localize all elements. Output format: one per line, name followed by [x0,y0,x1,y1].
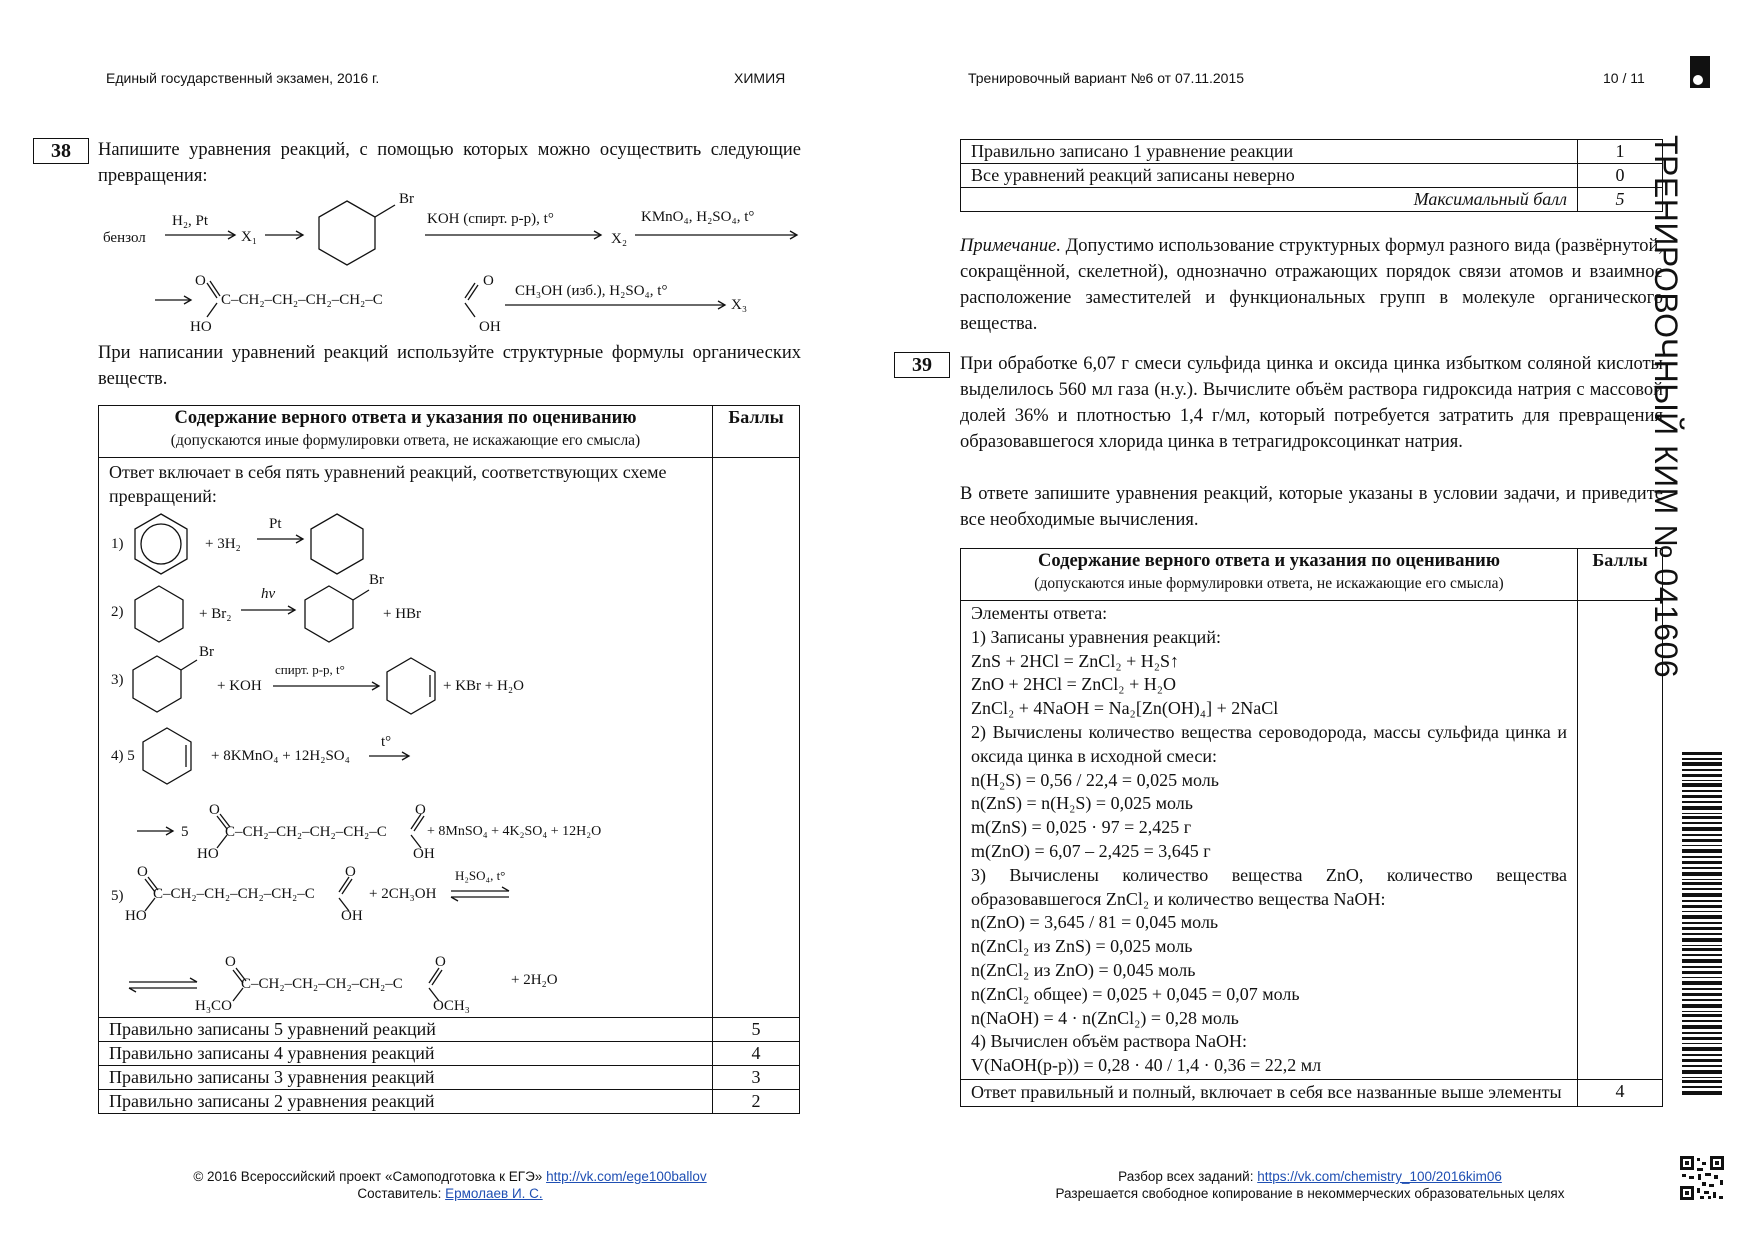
task38-row-text: Правильно записаны 2 уравнения реакций [99,1090,713,1114]
answer-line: n(ZnS) = n(H₂S) = 0,025 моль [971,793,1193,814]
scheme-step1: H₂, Pt [172,213,209,229]
footer-vk-link[interactable]: http://vk.com/ege100ballov [546,1169,707,1184]
footer-author-label: Составитель: [357,1186,442,1201]
answer-line: V(NaOH(р-р)) = 0,28 · 40 / 1,4 · 0,36 = 22,2 мл [971,1055,1322,1076]
r5-reagent: + 2CH₃OH [369,886,437,902]
r4b-chain: C–CH₂–CH₂–CH₂–CH₂–C [225,824,387,840]
r5b-och3: OCH₃ [433,998,470,1014]
r4b-product: + 8MnSO₄ + 4K₂SO₄ + 12H₂O [427,824,602,839]
footer-right [1000,1168,1620,1202]
answer-line: n(ZnCl₂ общее) = 0,025 + 0,045 = 0,07 моль [971,983,1300,1004]
r4b-o-right: O [415,802,426,818]
task38-row-score: 4 [713,1042,800,1066]
footer-left [170,1168,730,1202]
r1-reagent: + 3H₂ [205,536,241,552]
task39-text2: В ответе запишите уравнения реакций, которые указаны в условии задачи, и приведите все необходимые вычисления. [960,484,1663,530]
r5b-chain: C–CH₂–CH₂–CH₂–CH₂–C [241,976,403,992]
task39-number: 39 [894,352,950,378]
r5-num: 5) [111,888,124,904]
task39-final-text: Ответ правильный и полный, включает в себя все названные выше элементы [961,1079,1578,1106]
header-subject: ХИМИЯ [734,70,786,86]
answer-line: ZnCl₂ + 4NaOH = Na₂[Zn(OH)₄] + 2NaCl [971,698,1279,719]
answer-line: ZnS + 2HCl = ZnCl₂ + H₂S↑ [971,650,1180,671]
task38-row-score: 3 [713,1066,800,1090]
scheme-graphics [95,195,815,335]
r3-br: Br [199,644,214,660]
task38-scheme [95,191,815,335]
r2-product: + HBr [383,606,422,622]
r5-o-right: O [345,864,356,880]
footer-author-link[interactable]: Ермолаев И. С. [445,1186,543,1201]
task38-cont-table [960,139,1663,212]
r1-num: 1) [111,536,124,552]
r4b-coef: 5 [181,824,189,840]
answer-line: n(ZnCl₂ из ZnO) = 0,045 моль [971,959,1196,980]
answer-line: n(ZnCl₂ из ZnS) = 0,025 моль [971,936,1193,957]
r2-num: 2) [111,604,124,620]
max-score-label: Максимальный балл [961,188,1578,212]
answer-line: n(NaOH) = 4 · n(ZnCl₂) = 0,28 моль [971,1007,1239,1028]
r3-product: + KBr + H₂O [443,678,524,694]
scheme-ho: HO [190,319,212,335]
r4-num: 4) 5 [111,748,135,764]
scheme-start: бензол [103,230,146,246]
task39-answer-cell [961,601,1578,1080]
task38-row-text: Правильно записаны 4 уравнения реакций [99,1042,713,1066]
r4-condition: t° [381,734,392,750]
r5-o-left: O [137,864,148,880]
note-label: Примечание. [960,236,1061,256]
scheme-step4: CH₃OH (изб.), H₂SO₄, t° [515,283,668,299]
scheme-br: Br [399,191,414,207]
scheme-o-right: O [483,273,494,289]
scheme-x1: X₁ [241,229,258,245]
task38-answer-cell [99,458,713,1018]
task38-cont-row-text: Все уравнений реакций записаны неверно [961,164,1578,188]
scheme-step2: KOH (спирт. р-р), t° [427,211,554,227]
scheme-step3: KMnO₄, H₂SO₄, t° [641,209,755,225]
task39-text: При обработке 6,07 г смеси сульфида цинка и оксида цинка избытком соляной кислоты выделилось 560 мл газа (н.у.). Вычислите объём раствора гидроксида натрия с массовой долей 36% и плотностью 1,4 г/мл, который потребуется затратить для превращения образовавшегося хлорида цинка в тетрагидроксоцинкат натрия. [960,354,1663,452]
scheme-x3: X₃ [731,297,748,313]
r5b-o-left: O [225,954,236,970]
corner-marker [1690,56,1710,88]
scheme-oh: OH [479,319,501,335]
task38-cont-row-text: Правильно записано 1 уравнение реакции [961,140,1578,164]
task38-head-title: Содержание верного ответа и указания по оцениванию [174,408,637,428]
r2-condition: hv [261,586,276,602]
task38-intro: Напишите уравнения реакций, с помощью которых можно осуществить следующие превращения: [98,140,801,186]
task38-head-score: Баллы [713,406,800,458]
answer-line: 2) Вычислены количество вещества сероводорода, массы сульфида цинка и оксида цинка в исходной смеси: [971,721,1567,766]
task38-cont-row-score: 1 [1578,140,1663,164]
r5-oh: OH [341,908,363,924]
r5-condition: H₂SO₄, t° [455,868,506,883]
r3-reagent: + KOH [217,678,262,694]
task38-table-head [99,406,713,458]
note-text: Допустимо использование структурных формул разного вида (развёрнутой, сокращённой, скелетной), однозначно отражающих порядок связи атомов и взаимное расположение заместителей и функциональных групп в молекуле органического вещества. [960,236,1664,334]
task38-row-text: Правильно записаны 3 уравнения реакций [99,1066,713,1090]
r4b-o-left: O [209,802,220,818]
answer-line: ZnO + 2HCl = ZnCl₂ + H₂O [971,674,1177,695]
footer-analysis-link[interactable]: https://vk.com/chemistry_100/2016kim06 [1257,1169,1502,1184]
r2-br: Br [369,572,384,588]
footer-copyright: © 2016 Всероссийский проект «Самоподготовка к ЕГЭ» [193,1169,543,1184]
scheme-x2: X₂ [611,231,628,247]
r5b-o-right: O [435,954,446,970]
r5-ho: HO [125,908,147,924]
r3-num: 3) [111,672,124,688]
task38-number: 38 [33,138,89,164]
header-variant: Тренировочный вариант №6 от 07.11.2015 [968,70,1245,86]
barcode [1682,752,1722,1098]
task39-answer-score [1578,601,1663,1080]
task38-table [98,405,800,1114]
task38-content-intro: Ответ включает в себя пять уравнений реакций, соответствующих схеме превращений: [109,462,667,506]
answer-line: m(ZnO) = 6,07 – 2,425 = 3,645 г [971,840,1211,861]
r5b-h3co: H₃CO [195,998,232,1014]
r5b-product: + 2H₂O [511,972,558,988]
scheme-chain: C–CH₂–CH₂–CH₂–CH₂–C [221,292,383,308]
task38-row-text: Правильно записаны 5 уравнений реакций [99,1018,713,1042]
r3-condition: спирт. р-р, t° [275,662,345,677]
task39-head-title: Содержание верного ответа и указания по оцениванию [1038,551,1500,571]
header-page: 10 / 11 [1603,70,1645,86]
answer-line: n(ZnO) = 3,645 / 81 = 0,045 моль [971,912,1219,933]
task38-note: При написании уравнений реакций используйте структурные формулы органических веществ. [98,343,801,389]
task39-table [960,548,1663,1107]
r4b-ho: HO [197,846,219,862]
task38-cont-note [960,233,1663,337]
max-score-value: 5 [1578,188,1663,212]
task38-answer-score [713,458,800,1018]
qr-code [1680,1156,1724,1200]
scheme-o-left: O [195,273,206,289]
r5-chain: C–CH₂–CH₂–CH₂–CH₂–C [153,886,315,902]
side-title: ТРЕНИРОВОЧНЫЙ КИМ № 041606 [1648,135,1684,679]
footer-copy-note: Разрешается свободное копирование в некоммерческих образовательных целях [1055,1186,1565,1201]
r4b-oh: OH [413,846,435,862]
answer-line: n(H₂S) = 0,56 / 22,4 = 0,025 моль [971,769,1219,790]
answer-line: 1) Записаны уравнения реакций: [971,626,1221,647]
answer-line: Элементы ответа: [971,603,1108,623]
r4-reagent: + 8KMnO₄ + 12H₂SO₄ [211,748,350,764]
task39-table-head [961,549,1578,601]
task39-head-score: Баллы [1578,549,1663,601]
task38-row-score: 2 [713,1090,800,1114]
r1-condition: Pt [269,516,282,532]
task38-cont-row-score: 0 [1578,164,1663,188]
answer-line: m(ZnS) = 0,025 · 97 = 2,425 г [971,817,1192,838]
footer-analysis-label: Разбор всех заданий: [1118,1169,1254,1184]
task39-head-sub: (допускаются иные формулировки ответа, не искажающие его смысла) [1034,575,1504,592]
task38-row-score: 5 [713,1018,800,1042]
header-exam: Единый государственный экзамен, 2016 г. [106,70,380,86]
task38-head-sub: (допускаются иные формулировки ответа, не искажающие его смысла) [170,432,641,449]
r2-reagent: + Br₂ [199,606,232,622]
answer-line: 3) Вычислены количество вещества ZnO, количество вещества образовавшегося ZnCl₂ и количество вещества NaOH: [971,864,1567,909]
task39-final-score: 4 [1578,1079,1663,1106]
answer-line: 4) Вычислен объём раствора NaOH: [971,1031,1247,1052]
